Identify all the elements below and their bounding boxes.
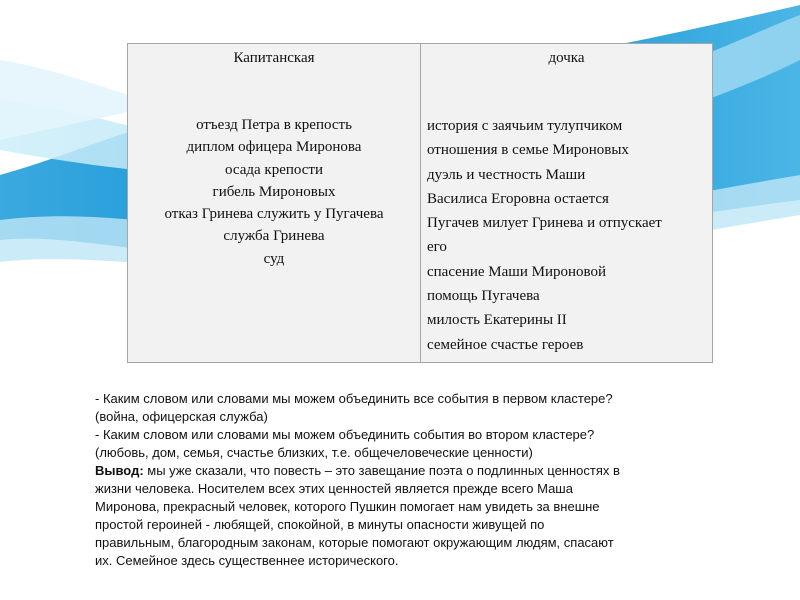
list-item: семейное счастье героев: [427, 336, 584, 353]
discussion-text: [95, 390, 725, 570]
question-2-line-2: (любовь, дом, семья, счастье близких, т.е. общечеловеческие ценности): [95, 445, 533, 460]
events-table: [127, 43, 713, 363]
list-item: Василиса Егоровна остается: [427, 190, 609, 207]
list-item: осада крепости: [225, 161, 323, 178]
conclusion-line-3: Миронова, прекрасный человек, которого Пушкин помогает нам увидеть за внешне: [95, 499, 600, 514]
list-item: суд: [263, 250, 285, 267]
list-item: Пугачев милует Гринева и отпускает: [427, 215, 662, 232]
conclusion-line-2: жизни человека. Носителем всех этих ценностей является прежде всего Маша: [95, 481, 573, 496]
list-item: диплом офицера Миронова: [186, 139, 362, 156]
left-column-cell: [128, 44, 421, 363]
right-header: дочка: [548, 50, 585, 66]
conclusion-line-5: правильным, благородным законам, которые помогают окружающим людям, спасают: [95, 535, 614, 550]
list-item: его: [427, 239, 447, 256]
list-item: гибель Мироновых: [212, 183, 336, 200]
list-item: милость Екатерины II: [427, 312, 567, 329]
question-1-line-1: - Каким словом или словами мы можем объединить все события в первом кластере?: [95, 391, 613, 406]
right-event-list: [421, 114, 712, 357]
list-item: отъезд Петра в крепость: [196, 117, 352, 133]
conclusion-line-1: [95, 462, 725, 480]
list-item: спасение Маши Мироновой: [427, 263, 607, 280]
list-item: отношения в семье Мироновых: [427, 142, 629, 159]
list-item: служба Гринева: [223, 228, 325, 245]
list-item: история с заячьим тулупчиком: [427, 118, 623, 134]
conclusion-line-4: простой героиней - любящей, спокойной, в минуты опасности живущей по: [95, 517, 545, 532]
conclusion-text: мы уже сказали, что повесть – это завещание поэта о подлинных ценностях в: [143, 463, 620, 478]
conclusion-label: Вывод:: [95, 463, 144, 478]
list-item: дуэль и честность Маши: [427, 166, 586, 183]
right-column-cell: [421, 44, 713, 363]
list-item: отказ Гринева служить у Пугачева: [164, 206, 384, 223]
left-event-list: [128, 114, 420, 270]
question-2-line-1: - Каким словом или словами мы можем объединить события во втором кластере?: [95, 427, 595, 442]
list-item: помощь Пугачева: [427, 288, 540, 305]
left-header: Капитанская: [233, 50, 315, 66]
question-1-line-2: (война, офицерская служба): [95, 409, 268, 424]
conclusion-line-6: их. Семейное здесь существеннее исторического.: [95, 553, 399, 568]
